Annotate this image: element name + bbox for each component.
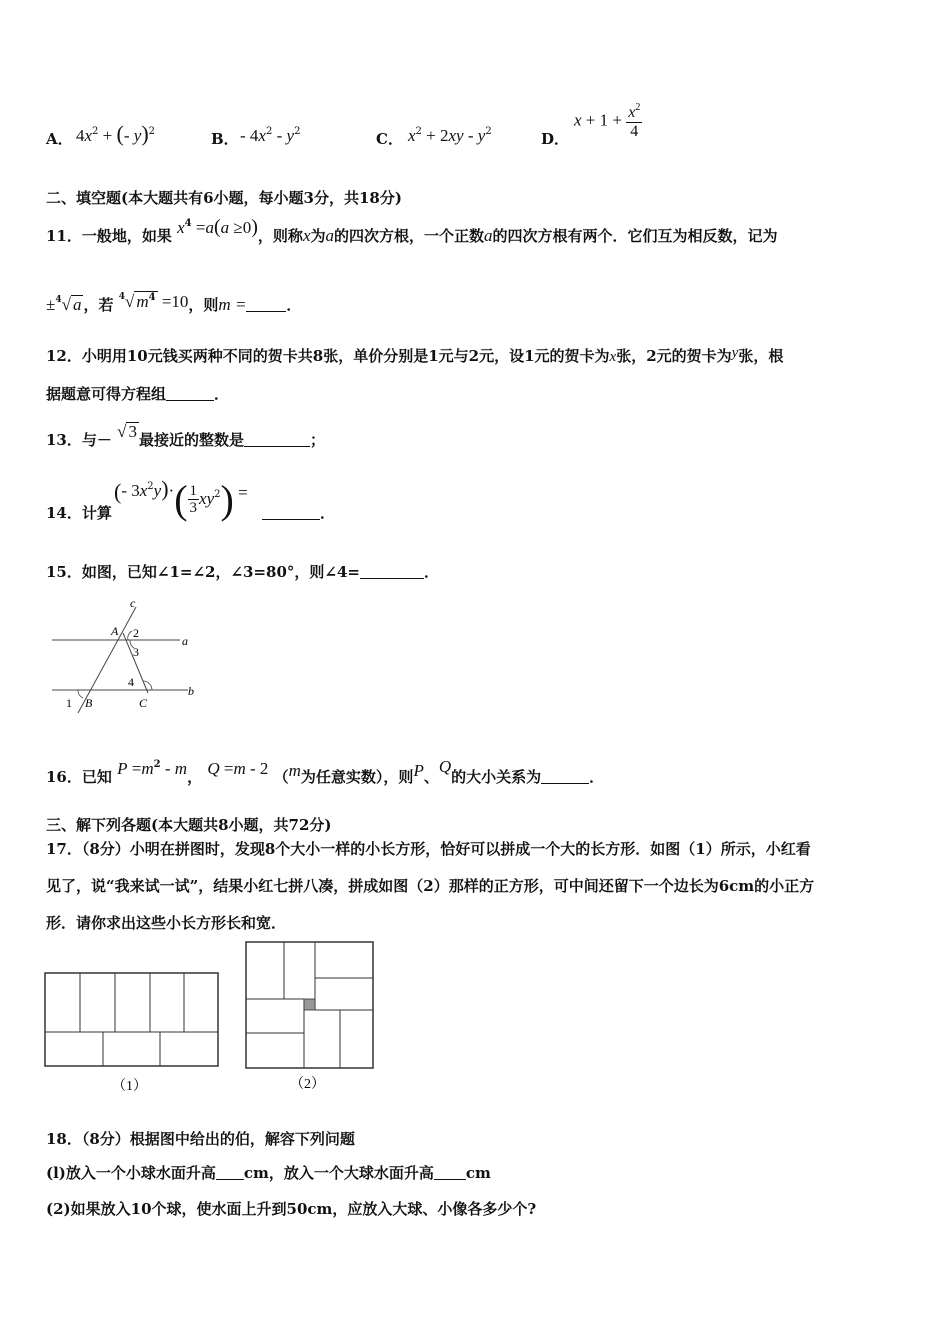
q15-number: 15． — [46, 563, 82, 581]
figure-17-2-square — [244, 940, 378, 1096]
q12-text: 张，根 — [738, 347, 784, 365]
option-d-expr: x + 1 + $\frac{x^2}{4}$ — [574, 102, 641, 140]
q17-text: （8分）小明在拼图时，发现8个大小一样的小长方形，恰好可以拼成一个大的长方形．如图（1）所示，小红看 — [81, 840, 811, 858]
q11-var: a — [325, 226, 334, 245]
q17-number: 17． — [46, 840, 82, 858]
q12-text: 小明用10元钱买两种不同的贺卡共8张，单价分别是1元与2元，设1元的贺卡为 — [81, 347, 610, 365]
option-a — [46, 128, 73, 149]
section-2-title: 二、填空题(本大题共有6小题，每小题3分，共18分) — [46, 189, 402, 207]
q11-text: ，则称 — [257, 227, 303, 245]
q11-text: 的四次方根，一个正数 — [334, 227, 485, 245]
center-small-square — [304, 999, 315, 1010]
q16-text: 的大小关系为 — [451, 768, 542, 786]
q12-var: y — [731, 345, 739, 361]
question-18-line-3: (2)如果放入10个球，使水面上升到50cm，应放入大球、小像各多少个? — [46, 1200, 537, 1218]
q14-answer — [262, 502, 335, 523]
label-2: 2 — [133, 626, 139, 640]
label-B: B — [85, 696, 93, 710]
question-17-line-3: 形．请你求出这些小长方形长和宽． — [46, 914, 287, 932]
option-b-label: B． — [211, 130, 239, 148]
q14-text: 计算 — [81, 504, 112, 522]
q16-expr1: $P =m^2 - m$ — [117, 759, 188, 778]
q15-text: 如图，已知∠1=∠2，∠3=80°，则∠4= — [81, 563, 360, 581]
q11-answer-blank[interactable] — [246, 297, 286, 312]
q11-expr1: $x^4 =a(a \ge 0)$ — [177, 216, 258, 238]
label-4: 4 — [128, 675, 134, 689]
option-c — [376, 128, 403, 149]
question-16 — [46, 757, 605, 787]
q11-var: x — [302, 226, 311, 245]
q16-text: 为任意实数），则 — [300, 768, 414, 786]
question-17-line-2: 见了，说“我来试一试”，结果小红七拼八凑，拼成如图（2）那样的正方形，可中间还留下一个边长为6cm的小正方 — [46, 877, 815, 895]
option-b — [211, 128, 239, 149]
q11-expr4: m = — [218, 295, 247, 314]
q11-var: a — [484, 226, 493, 245]
question-17-line-1 — [46, 838, 811, 859]
section-3-title: 三、解下列各题(本大题共8小题，共72分) — [46, 816, 332, 834]
label-b: b — [188, 684, 194, 698]
label-C: C — [139, 696, 148, 710]
q14-answer-blank[interactable] — [262, 505, 320, 520]
option-a-expr: $4x^2$ + (- y)$^2$ — [76, 121, 156, 146]
fig2-caption: （2） — [290, 1077, 325, 1092]
q13-expr: √ 3 — [117, 422, 137, 441]
q12-number: 12． — [46, 347, 82, 365]
angle-2-arc — [128, 631, 132, 640]
option-c-expr: $x^2 + 2xy - y^2$ — [408, 126, 492, 145]
q11-text: 的四次方根有两个．它们互为相反数，记为 — [492, 227, 778, 245]
q18-number: 18． — [46, 1130, 82, 1148]
q11-text: 为 — [310, 227, 326, 245]
question-14 — [46, 502, 112, 523]
q13-text: ； — [309, 431, 325, 449]
q11-text: ． — [286, 296, 302, 314]
label-1: 1 — [66, 696, 72, 710]
q18-text: (l)放入一个小球水面升高 — [46, 1164, 216, 1182]
q13-number: 13． — [46, 431, 82, 449]
question-18-line-2 — [46, 1162, 491, 1183]
q13-text: 最接近的整数是 — [138, 431, 244, 449]
q15-answer-blank[interactable] — [360, 564, 424, 579]
option-d — [541, 128, 569, 149]
question-12-line-1 — [46, 345, 783, 366]
question-11-line-2 — [46, 294, 301, 315]
q18-blank-large[interactable] — [434, 1165, 466, 1180]
q16-text: ． — [589, 768, 605, 786]
q16-text: （ — [273, 768, 289, 786]
q11-text: ，则 — [188, 296, 219, 314]
line-ac — [123, 633, 148, 693]
q16-var: P — [413, 761, 424, 780]
label-3: 3 — [133, 645, 139, 659]
label-A: A — [111, 624, 119, 638]
label-c: c — [130, 596, 136, 610]
q11-text: ，若 — [83, 296, 114, 314]
question-12-line-2 — [46, 383, 229, 404]
q16-var: m — [288, 761, 301, 780]
q16-expr2: Q =m - 2 — [207, 759, 269, 778]
option-b-expr: - $4x^2 - y^2$ — [240, 126, 301, 145]
option-d-label: D． — [541, 130, 570, 148]
option-a-label: A． — [46, 130, 73, 148]
q11-expr3: $^4$√ $m^4 =10$ — [118, 292, 189, 311]
question-13 — [46, 422, 325, 450]
q16-text: 、 — [423, 768, 439, 786]
q18-text: （8分）根据图中给出的伯，解容下列问题 — [81, 1130, 355, 1148]
q16-answer-blank[interactable] — [541, 769, 589, 784]
q14-text: ． — [320, 504, 336, 522]
q13-text: 与－ — [81, 431, 112, 449]
q14-expr: (- $3x^2y)\cdot$( $\frac{1}{3}$ $xy^2$) = — [114, 476, 248, 522]
q12-text: 张，2元的贺卡为 — [616, 347, 732, 365]
q12-var: x — [609, 349, 617, 365]
q15-text: ． — [423, 563, 439, 581]
q18-text: cm — [465, 1164, 491, 1182]
figure-15-parallel-lines — [48, 595, 208, 720]
q11-text: 一般地，如果 — [81, 227, 172, 245]
fig1-caption: （1） — [112, 1079, 147, 1094]
q11-expr2: ±$^4$√ a — [46, 295, 82, 314]
option-c-label: C． — [376, 130, 403, 148]
q18-text: cm，放入一个大球水面升高 — [243, 1164, 434, 1182]
q11-number: 11． — [46, 227, 82, 245]
label-a: a — [182, 634, 188, 648]
angle-1-arc — [78, 690, 83, 698]
question-11-line-1 — [46, 216, 778, 247]
q12-text: ． — [214, 385, 230, 403]
question-18-line-1 — [46, 1128, 355, 1149]
q13-answer-blank[interactable] — [244, 432, 310, 447]
q14-number: 14． — [46, 504, 82, 522]
q16-text: 已知 — [81, 768, 112, 786]
q16-number: 16． — [46, 768, 82, 786]
q12-text: 据题意可得方程组 — [46, 385, 167, 403]
q16-var: Q — [438, 757, 452, 776]
figure-17-1-rectangle — [44, 972, 222, 1096]
question-15 — [46, 561, 439, 582]
q16-text: ， — [187, 768, 203, 786]
q12-answer-blank[interactable] — [166, 386, 214, 401]
q18-blank-small[interactable] — [216, 1165, 244, 1180]
